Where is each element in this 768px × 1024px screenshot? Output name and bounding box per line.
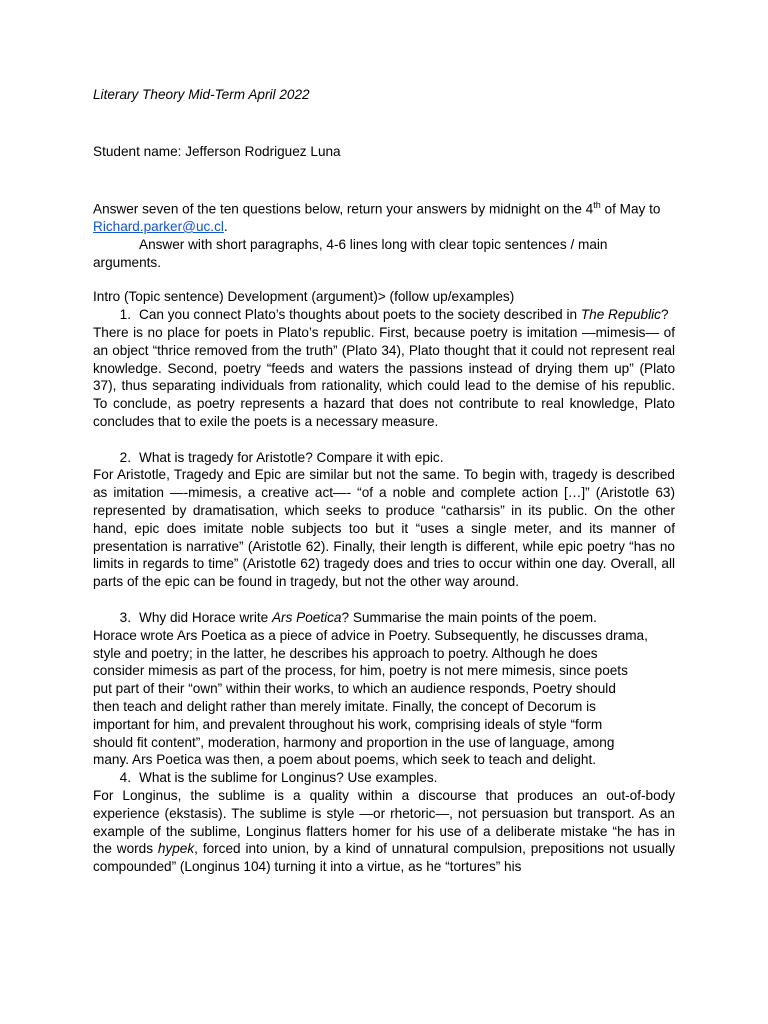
answer-line: many. Ars Poetica was then, a poem about poems, which seek to teach and delight. [93, 752, 597, 768]
email-link[interactable]: Richard.parker@uc.cl [93, 218, 224, 234]
question-number: 2. [119, 449, 131, 465]
student-name: Student name: Jefferson Rodriguez Luna [93, 143, 341, 159]
question-number: 4. [119, 770, 131, 786]
answer-line: then teach and delight rather than merely imitate. Finally, the concept of Decorum is [93, 699, 596, 715]
question-text: Why did Horace write Ars Poetica? Summarise the main points of the poem. [139, 610, 597, 626]
instructions-line-2: Answer with short paragraphs, 4-6 lines long with clear topic sentences / main arguments. [93, 236, 608, 270]
question-2 [93, 449, 675, 467]
answer-1: There is no place for poets in Plato’s republic. First, because poetry is imitation —mimesis— of an object “thrice removed from the truth” (Plato 34), Plato thought that it could not represent real knowledge. Second, poetry “feeds and waters the passions instead of drying them up” (Plato 37), thus separating individuals from rationality, which could lead to the demise of his republic. To conclude, as poetry represents a hazard that does not contribute to real knowledge, Plato concludes that to exile the poets is a necessary measure. [93, 324, 675, 429]
ordinal-suffix: th [593, 199, 601, 210]
question-text: What is the sublime for Longinus? Use examples. [139, 770, 438, 786]
answer-line: Horace wrote Ars Poetica as a piece of advice in Poetry. Subsequently, he discusses drama, [93, 627, 648, 643]
question-number: 1. [119, 307, 131, 323]
answer-line: important for him, and prevalent throughout his work, comprising ideals of style “form [93, 716, 603, 732]
answer-structure-note: Intro (Topic sentence) Development (argument)> (follow up/examples) [93, 289, 515, 305]
answer-line: put part of their “own” within their works, to which an audience responds, Poetry should [93, 681, 616, 697]
question-4 [93, 769, 675, 787]
instructions-line-1: Answer seven of the ten questions below, return your answers by midnight on the 4th of May to Richard.parker@uc.cl. [93, 199, 661, 234]
question-text: Can you connect Plato’s thoughts about poets to the society described in The Republic? [139, 307, 669, 323]
answer-3 [93, 627, 675, 769]
instructions [93, 197, 675, 272]
document-content [93, 86, 675, 876]
answer-2: For Aristotle, Tragedy and Epic are similar but not the same. To begin with, tragedy is described as imitation —-mimesis, a creative act—- “of a noble and complete action […]” (Aristotle 63) represented by dramatisation, which seeks to produce “catharsis” in its public. On the other hand, epic does imitate noble subjects too but it “uses a single meter, and its manner of presentation is narrative” (Aristotle 62). Finally, their length is different, while epic poetry “has no limits in regards to time” (Aristotle 62) tragedy does and tries to occur within one day. Overall, all parts of the epic can be found in tragedy, but not the other way around. [93, 467, 675, 590]
question-1 [93, 306, 675, 324]
question-number: 3. [119, 610, 131, 626]
question-3 [93, 609, 675, 627]
answer-line: should fit content”, moderation, harmony and proportion in the use of language, among [93, 734, 615, 750]
answer-4: For Longinus, the sublime is a quality within a discourse that produces an out-of-body experience (ekstasis). The sublime is style —or rhetoric—, not persuasion but transport. As an example of the sublime, Longinus flatters homer for his use of a deliberate mistake “he has in the words hypek, forced into union, by a kind of unnatural compulsion, prepositions not usually compounded” (Longinus 104) turning it into a virtue, as he “tortures” his [93, 788, 675, 875]
answer-line: consider mimesis as part of the process, for him, poetry is not mere mimesis, since poets [93, 663, 628, 679]
answer-line: style and poetry; in the latter, he describes his approach to poetry. Although he does [93, 645, 598, 661]
question-text: What is tragedy for Aristotle? Compare it with epic. [139, 449, 444, 465]
exam-title: Literary Theory Mid-Term April 2022 [93, 87, 310, 102]
